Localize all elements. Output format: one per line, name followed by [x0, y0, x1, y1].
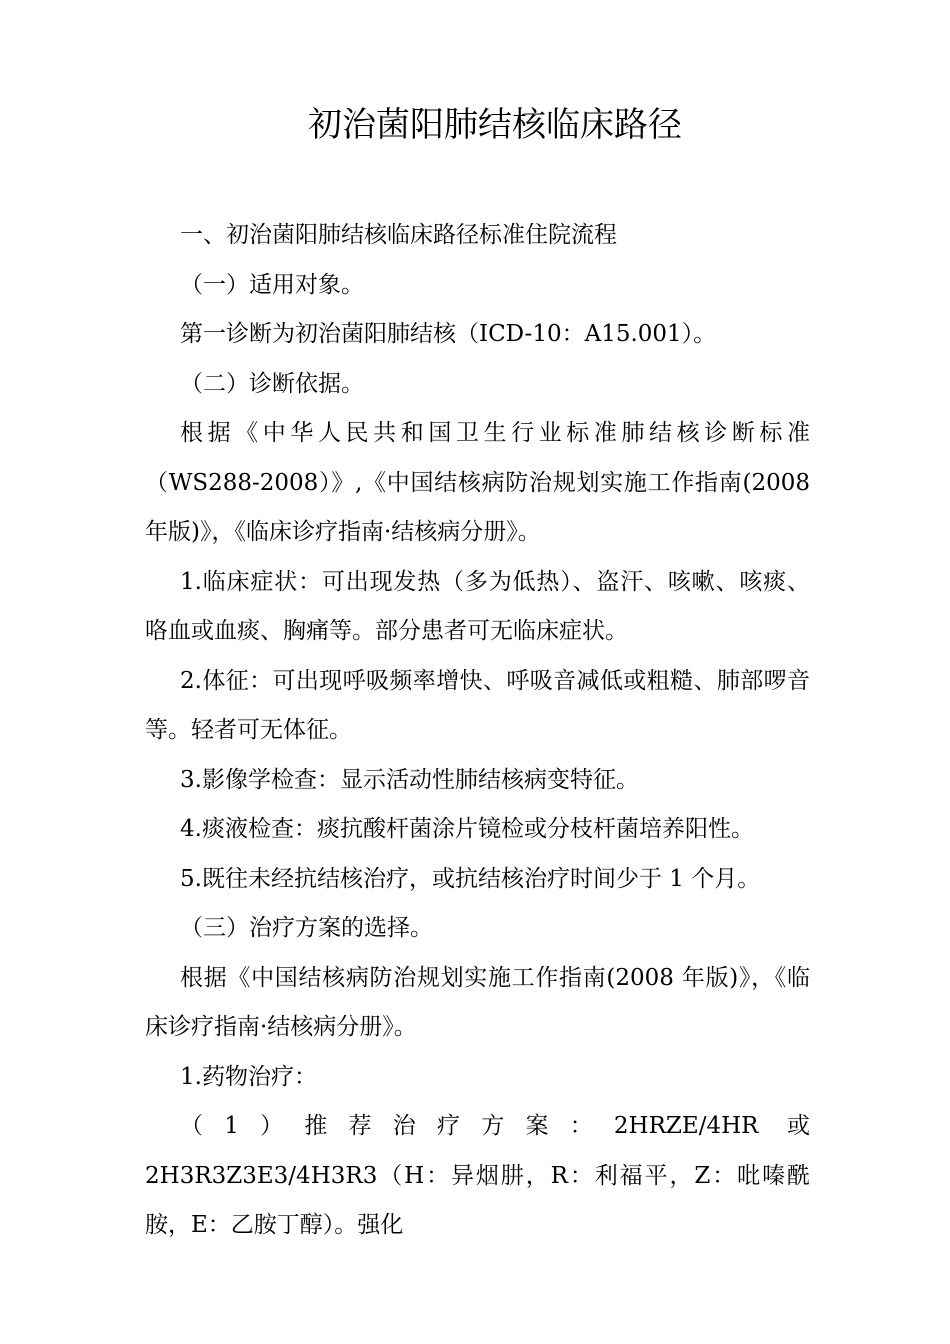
subsection-heading: （一）适用对象。 [180, 271, 364, 298]
paragraph: 第一诊断为初治菌阳肺结核（ICD-10：A15.001）。 [180, 321, 717, 347]
paragraph: 5.既往未经抗结核治疗，或抗结核治疗时间少于 1 个月。 [180, 865, 761, 892]
paragraph: 2.体征：可出现呼吸频率增快、呼吸音减低或粗糙、肺部啰音等。轻者可无体征。 [145, 667, 810, 743]
paragraph: 根据《中国结核病防治规划实施工作指南(2008 年版)》，《临床诊疗指南·结核病分册》。 [145, 964, 810, 1040]
paragraph: 3.影像学检查：显示活动性肺结核病变特征。 [180, 766, 639, 793]
document-title: 初治菌阳肺结核临床路径 [308, 105, 682, 145]
paragraph: 1.药物治疗： [180, 1063, 317, 1090]
document-body [145, 211, 810, 1251]
paragraph: 根据《中华人民共和国卫生行业标准肺结核诊断标准（WS288-2008）》,《中国结核病防治规划实施工作指南(2008年版)》，《临床诊疗指南·结核病分册》。 [145, 420, 810, 545]
paragraph: 1.临床症状：可出现发热（多为低热）、盗汗、咳嗽、咳痰、咯血或血痰、胸痛等。部分患者可无临床症状。 [145, 568, 810, 644]
subsection-heading: （三）治疗方案的选择。 [180, 915, 433, 941]
paragraph: 4.痰液检查：痰抗酸杆菌涂片镜检或分枝杆菌培养阳性。 [180, 816, 754, 842]
paragraph: （1）推荐治疗方案：2HRZE/4HR 或 2H3R3Z3E3/4H3R3（H：异烟肼，R：利福平，Z：吡嗪酰胺，E：乙胺丁醇）。强化 [145, 1113, 810, 1238]
section-heading: 一、初治菌阳肺结核临床路径标准住院流程 [180, 222, 617, 248]
subsection-heading: （二）诊断依据。 [180, 370, 364, 397]
